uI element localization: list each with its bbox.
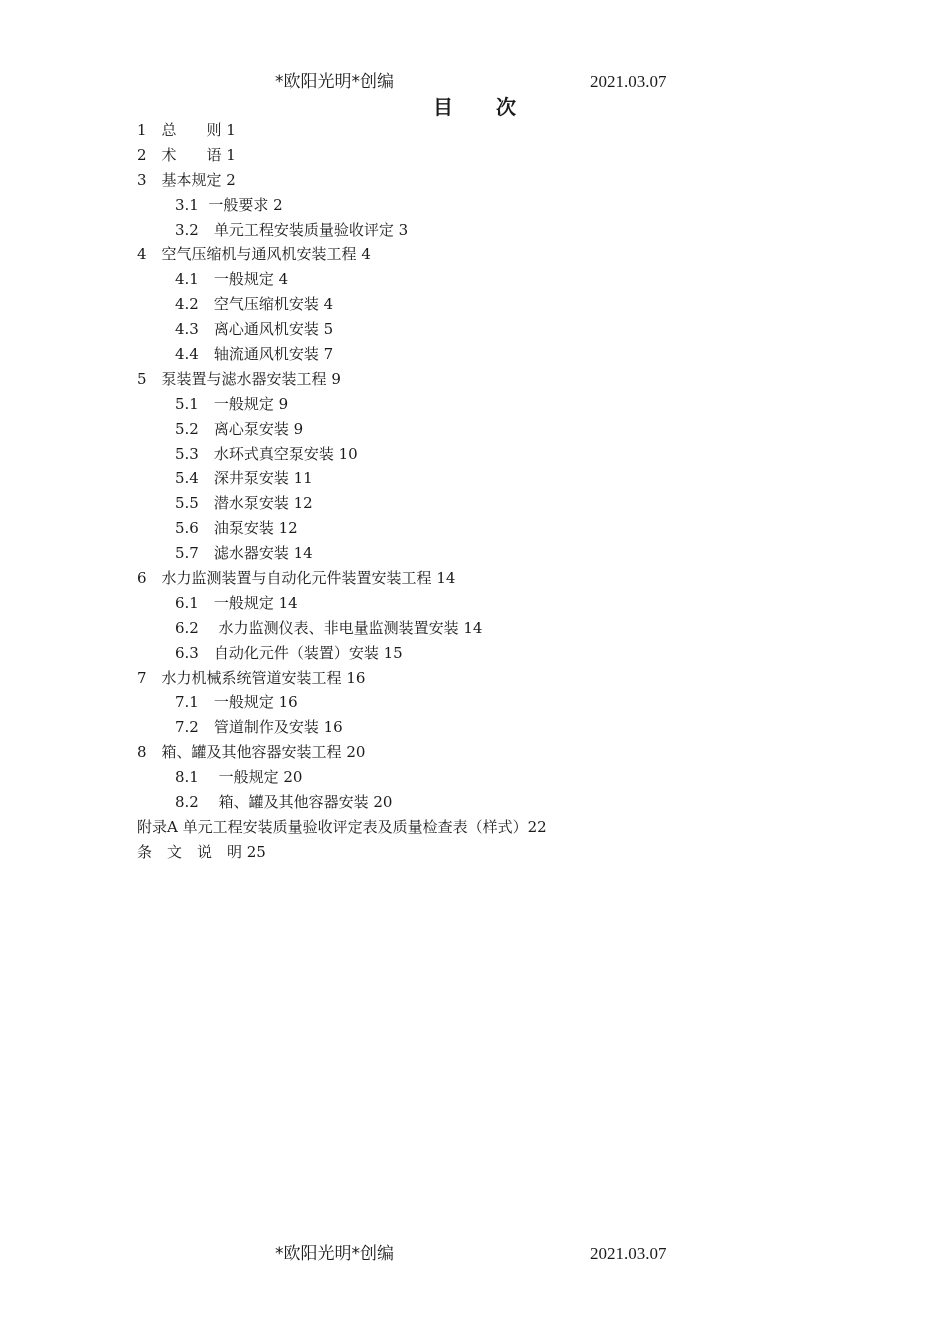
toc-entry: [0, 242, 950, 267]
toc-entry-text: 5.2 离心泵安装 9: [175, 419, 304, 438]
toc-entry-text: 3.1 一般要求 2: [175, 195, 283, 214]
toc-entry: [0, 715, 950, 740]
page-header: [0, 70, 950, 94]
toc-entry-text: 8.1 一般规定 20: [175, 768, 303, 787]
toc-entry-text: 6.2 水力监测仪表、非电量监测装置安装 14: [175, 618, 483, 637]
toc-entry-text: 8.2 箱、罐及其他容器安装 20: [175, 793, 393, 812]
toc-entry: [0, 342, 950, 367]
toc-entry: [0, 790, 950, 815]
footer-author: *欧阳光明*创编: [275, 1244, 394, 1264]
toc-entry-text: 5.3 水环式真空泵安装 10: [175, 444, 358, 463]
toc-entry: [0, 118, 950, 143]
toc-entry-text: 5.5 潜水泵安装 12: [175, 494, 313, 513]
toc-entry-text: 4 空气压缩机与通风机安装工程 4: [137, 245, 371, 264]
page-footer: [0, 1242, 950, 1266]
toc-entry: [0, 516, 950, 541]
toc-entry: [0, 765, 950, 790]
toc-entry: [0, 466, 950, 491]
toc-entry-text: 6 水力监测装置与自动化元件装置安装工程 14: [137, 569, 456, 588]
toc-entry: [0, 740, 950, 765]
toc-entry: [0, 666, 950, 691]
toc-entry: [0, 641, 950, 666]
toc-entry-text: 1 总 则 1: [137, 121, 236, 139]
toc-entry: [0, 193, 950, 218]
toc-entry-text: 条 文 说 明 25: [137, 842, 266, 861]
toc-entry-text: 2 术 语 1: [137, 145, 236, 164]
toc-entry: [0, 143, 950, 168]
toc-entry-text: 3 基本规定 2: [137, 170, 236, 189]
toc-entry: [0, 292, 950, 317]
toc-entry: [0, 616, 950, 641]
toc-entry: [0, 168, 950, 193]
toc-entry: [0, 591, 950, 616]
toc-entry: [0, 218, 950, 243]
toc-entry-text: 4.3 离心通风机安装 5: [175, 320, 334, 339]
toc-entry-text: 8 箱、罐及其他容器安装工程 20: [137, 743, 366, 762]
toc-entry: [0, 442, 950, 467]
toc-entry-text: 6.1 一般规定 14: [175, 593, 298, 612]
toc-entry-text: 7.2 管道制作及安装 16: [175, 718, 343, 737]
toc-entry-text: 4.4 轴流通风机安装 7: [175, 345, 334, 364]
toc-entry: [0, 566, 950, 591]
toc-entry-text: 5.1 一般规定 9: [175, 394, 289, 413]
header-date: 2021.03.07: [590, 72, 667, 91]
toc-entry: [0, 267, 950, 292]
toc-entry: [0, 541, 950, 566]
toc-entry: [0, 491, 950, 516]
toc-entry-text: 5 泵装置与滤水器安装工程 9: [137, 369, 341, 388]
toc-entry-text: 4.1 一般规定 4: [175, 270, 289, 289]
toc-entry: [0, 392, 950, 417]
toc-entry-text: 7 水力机械系统管道安装工程 16: [137, 668, 366, 687]
toc-entry-text: 3.2 单元工程安装质量验收评定 3: [175, 220, 409, 239]
toc-entry: [0, 840, 950, 865]
toc-entry: [0, 690, 950, 715]
footer-date: 2021.03.07: [590, 1244, 667, 1263]
toc-entry-text: 5.6 油泵安装 12: [175, 519, 298, 538]
toc-entry-text: 5.7 滤水器安装 14: [175, 544, 313, 563]
toc-entry-text: 附录A 单元工程安装质量验收评定表及质量检查表（样式）22: [137, 817, 547, 836]
toc-entry: [0, 815, 950, 840]
toc-title: 目 次: [433, 95, 517, 119]
toc-entry-text: 6.3 自动化元件（装置）安装 15: [175, 643, 403, 662]
toc-entry-text: 5.4 深井泵安装 11: [175, 469, 313, 488]
toc-entry: [0, 367, 950, 392]
toc-entry-text: 4.2 空气压缩机安装 4: [175, 295, 334, 314]
table-of-contents: [0, 118, 950, 865]
toc-entry-text: 7.1 一般规定 16: [175, 693, 298, 712]
toc-entry: [0, 417, 950, 442]
toc-entry: [0, 317, 950, 342]
header-author: *欧阳光明*创编: [275, 72, 394, 92]
